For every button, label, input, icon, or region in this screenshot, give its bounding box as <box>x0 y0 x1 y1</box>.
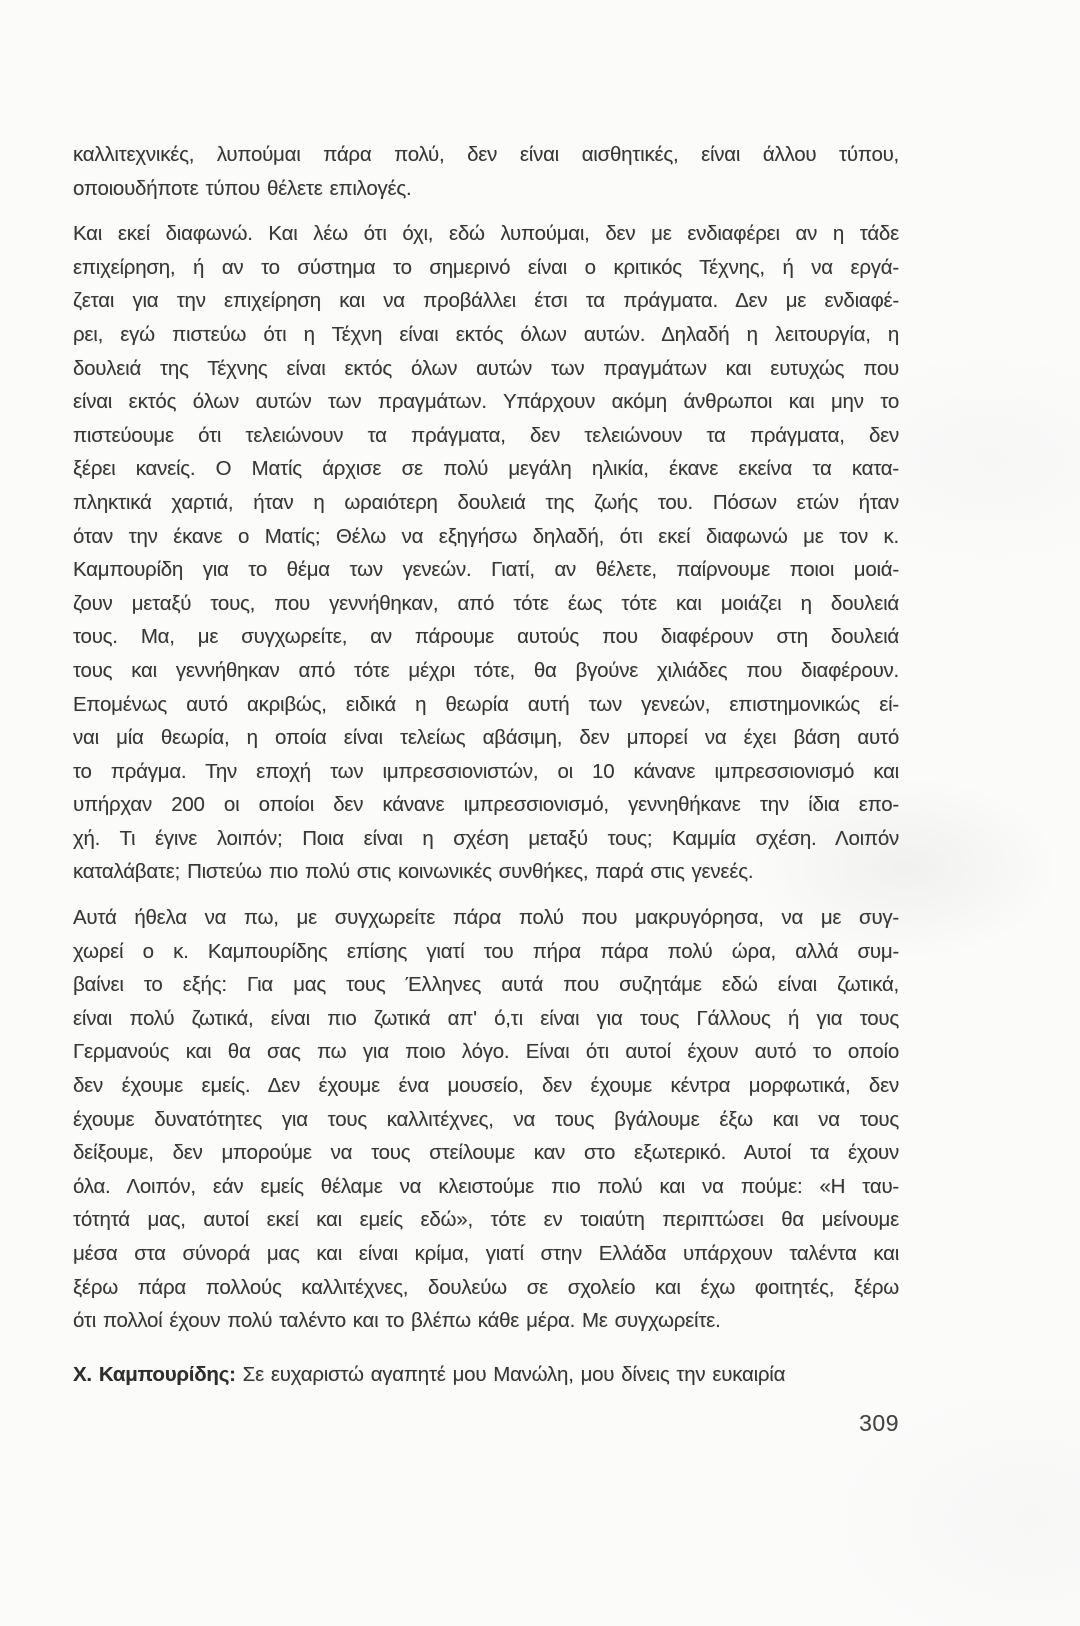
text-line: δείξουμε, δεν μπορούμε να τους στείλουμε καν στο εξωτερικό. Αυτοί τα έχουν <box>73 1141 899 1165</box>
text-line: Χ. Καμπουρίδης: Σε ευχαριστώ αγαπητέ μου Μανώλη, μου δίνεις την ευκαιρία <box>73 1362 786 1386</box>
text-line: Επομένως αυτό ακριβώς, ειδικά η θεωρία αυτή των γενεών, επιστημονικώς εί- <box>73 692 899 716</box>
text-line: τους και γεννήθηκαν από τότε μέχρι τότε, θα βγούνε χιλιάδες που διαφέρουν. <box>73 658 899 682</box>
text-line: δουλειά της Τέχνης είναι εκτός όλων αυτών των πραγμάτων και ευτυχώς που <box>73 356 899 380</box>
text-line: μέσα στα σύνορά μας και είναι κρίμα, γιατί στην Ελλάδα υπάρχουν ταλέντα και <box>73 1242 899 1265</box>
text-line: καλλιτεχνικές, λυπούμαι πάρα πολύ, δεν είναι αισθητικές, είναι άλλου τύπου, <box>73 143 899 166</box>
paragraph-3 <box>73 901 899 1338</box>
text-line: πιστεύουμε ότι τελειώνουν τα πράγματα, δεν τελειώνουν τα πράγματα, δεν <box>73 423 899 447</box>
paragraph-1 <box>73 138 899 205</box>
text-line: ναι μία θεωρία, η οποία είναι τελείως αβάσιμη, δεν μπορεί να έχει βάση αυτό <box>73 726 899 750</box>
text-line: ζεται για την επιχείρηση και να προβάλλει έτσι τα πράγματα. Δεν με ενδιαφέ- <box>73 289 899 313</box>
text-line: όταν την έκανε ο Ματίς; Θέλω να εξηγήσω δηλαδή, ότι εκεί διαφωνώ με τον κ. <box>73 524 899 548</box>
text-line: χή. Τι έγινε λοιπόν; Ποια είναι η σχέση μεταξύ τους; Καμμία σχέση. Λοιπόν <box>73 826 899 850</box>
text-line: υπήρχαν 200 οι οποίοι δεν κάνανε ιμπρεσσιονισμό, γεννηθήκανε την ίδια επο- <box>73 793 899 817</box>
text-line: τους. Μα, με συγχωρείτε, αν πάρουμε αυτούς που διαφέρουν στη δουλειά <box>73 625 899 649</box>
text-line: επιχείρηση, ή αν το σύστημα το σημερινό είναι ο κριτικός Τέχνης, ή να εργά- <box>73 255 899 279</box>
text-line: έχουμε δυνατότητες για τους καλλιτέχνες, να τους βγάλουμε έξω και να τους <box>73 1107 899 1131</box>
text-line: ξέρω πάρα πολλούς καλλιτέχνες, δουλεύω σε σχολείο και έχω φοιτητές, ξέρω <box>73 1275 899 1299</box>
paragraph-2 <box>73 217 899 889</box>
text-line: ρει, εγώ πιστεύω ότι η Τέχνη είναι εκτός όλων αυτών. Δηλαδή η λειτουργία, η <box>73 322 899 346</box>
text-line: βαίνει το εξής: Για μας τους Έλληνες αυτά που συζητάμε εδώ είναι ζωτικά, <box>73 973 899 997</box>
paragraph-4 <box>73 1358 899 1392</box>
text-line: ξέρει κανείς. Ο Ματίς άρχισε σε πολύ μεγάλη ηλικία, έκανε εκείνα τα κατα- <box>73 457 899 481</box>
text-line: είναι πολύ ζωτικά, είναι πιο ζωτικά απ' ό,τι είναι για τους Γάλλους ή για τους <box>73 1006 899 1030</box>
text-line: οποιουδήποτε τύπου θέλετε επιλογές. <box>73 176 412 200</box>
text-line: Και εκεί διαφωνώ. Και λέω ότι όχι, εδώ λυπούμαι, δεν με ενδιαφέρει αν η τάδε <box>73 222 899 246</box>
text-line: ζουν μεταξύ τους, που γεννήθηκαν, από τότε έως τότε και μοιάζει η δουλειά <box>73 591 899 615</box>
text-line: Αυτά ήθελα να πω, με συγχωρείτε πάρα πολύ που μακρυγόρησα, να με συγ- <box>73 906 899 930</box>
text-block <box>73 138 899 1403</box>
text-line: καταλάβατε; Πιστεύω πιο πολύ στις κοινωνικές συνθήκες, παρά στις γενεές. <box>73 860 754 884</box>
speaker-name: Χ. Καμπουρίδης: <box>73 1362 236 1386</box>
text-line: πληκτικά χαρτιά, ήταν η ωραιότερη δουλειά της ζωής του. Πόσων ετών ήταν <box>73 490 899 514</box>
text-line: το πράγμα. Την εποχή των ιμπρεσσιονιστών, οι 10 κάνανε ιμπρεσσιονισμό και <box>73 759 899 783</box>
page-number: 309 <box>859 1410 899 1436</box>
text-line: τότητά μας, αυτοί εκεί και εμείς εδώ», τότε εν τοιαύτη περιπτώσει θα μείνουμε <box>73 1208 899 1232</box>
text-line: είναι εκτός όλων αυτών των πραγμάτων. Υπάρχουν ακόμη άνθρωποι και μην το <box>73 390 899 414</box>
text-line: όλα. Λοιπόν, εάν εμείς θέλαμε να κλειστούμε πιο πολύ και να πούμε: «Η ταυ- <box>73 1174 899 1198</box>
text-line: Καμπουρίδη για το θέμα των γενεών. Γιατί, αν θέλετε, παίρνουμε ποιοι μοιά- <box>73 558 899 582</box>
text-line: δεν έχουμε εμείς. Δεν έχουμε ένα μουσείο, δεν έχουμε κέντρα μορφωτικά, δεν <box>73 1074 899 1098</box>
text-line: ότι πολλοί έχουν πολύ ταλέντο και το βλέπω κάθε μέρα. Με συγχωρείτε. <box>73 1309 721 1333</box>
text-line: χωρεί ο κ. Καμπουρίδης επίσης γιατί του πήρα πάρα πολύ ώρα, αλλά συμ- <box>73 939 899 963</box>
text-line: Γερμανούς και θα σας πω για ποιο λόγο. Είναι ότι αυτοί έχουν αυτό το οποίο <box>73 1040 899 1064</box>
